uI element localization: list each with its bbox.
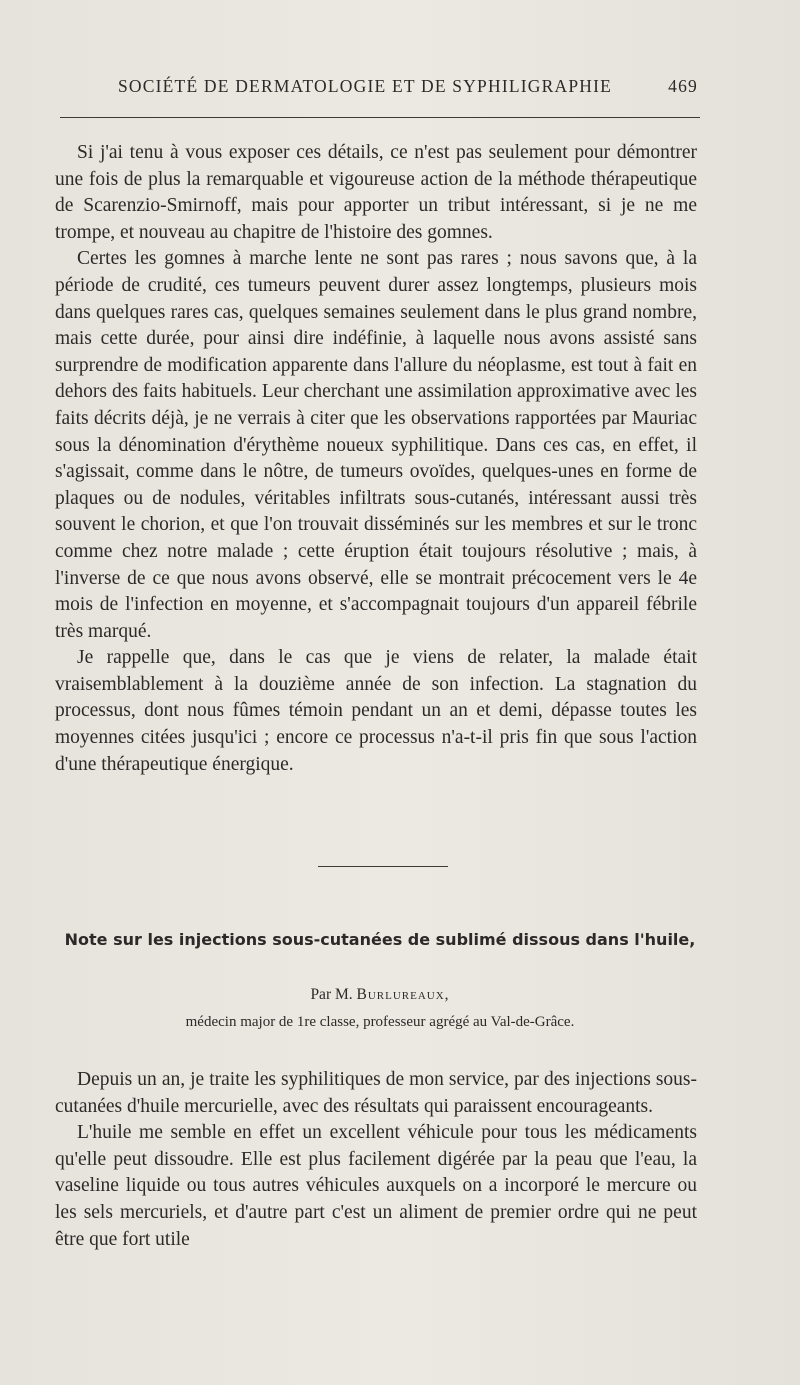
byline-prefix: Par M.: [310, 986, 353, 1003]
previous-article-conclusion: [55, 140, 697, 778]
paragraph: L'huile me semble en effet un excellent véhicule pour tous les médicaments qu'elle peut dissoudre. Elle est plus facilement digérée par la peau que l'eau, la vaseline liquide ou tous autres véhicules auxquels on a incorporé le mercure ou les sels mercuriels, et d'autre part c'est un aliment de premier ordre qui ne peut être que fort utile: [55, 1122, 697, 1250]
running-title: SOCIÉTÉ DE DERMATOLOGIE ET DE SYPHILIGRAPHIE: [118, 76, 613, 96]
header-rule: [60, 117, 700, 118]
article-body: [55, 1067, 697, 1253]
paragraph: Depuis un an, je traite les syphilitiques de mon service, par des injections sous-cutanées d'huile mercurielle, avec des résultats qui paraissent encourageants.: [55, 1069, 697, 1117]
byline: [60, 986, 700, 1004]
article-title: Note sur les injections sous-cutanées de sublimé dissous dans l'huile,: [64, 930, 696, 949]
paragraph: Certes les gomnes à marche lente ne sont pas rares ; nous savons que, à la période de crudité, ces tumeurs peuvent durer assez longtemps, plusieurs mois dans quelques rares cas, quelques semaines seulement dans le plus grand nombre, mais cette durée, pour ainsi dire indéfinie, à laquelle nous avons assisté sans surprendre de modification apparente dans l'allure du néoplasme, est tout à fait en dehors des faits habituels. Leur cherchant une assimilation approximative avec les faits décrits déjà, je ne verrais à citer que les observations rapportées par Mauriac sous la dénomination d'érythème noueux syphilitique. Dans ces cas, en effet, il s'agissait, comme dans le nôtre, de tumeurs ovoïdes, quelques-unes en forme de plaques ou de nodules, véritables infiltrats sous-cutanés, intéressant aussi très souvent le chorion, et que l'on trouvait disséminés sur les membres et sur le tronc comme chez notre malade ; cette éruption était toujours résolutive ; mais, à l'inverse de ce que nous avons observé, elle se montrait précocement vers le 4e mois de l'infection en moyenne, et s'accompagnait toujours d'un appareil fébrile très marqué.: [55, 248, 697, 642]
paragraph: Si j'ai tenu à vous exposer ces détails, ce n'est pas seulement pour démontrer une fois de plus la remarquable et vigoureuse action de la méthode thérapeutique de Scarenzio-Smirnoff, mais pour apporter un tribut intéressant, si je ne me trompe, et nouveau au chapitre de l'histoire des gomnes.: [55, 142, 697, 243]
section-separator: [318, 866, 448, 867]
page-number: 469: [668, 76, 698, 96]
paragraph: Je rappelle que, dans le cas que je viens de relater, la malade était vraisemblablement à la douzième année de son infection. La stagnation du processus, dont nous fûmes témoin pendant un an et demi, dépasse toutes les moyennes citées jusqu'ici ; encore ce processus n'a-t-il pris fin que sous l'action d'une thérapeutique énergique.: [55, 647, 697, 775]
author-affiliation: médecin major de 1re classe, professeur agrégé au Val-de-Grâce.: [185, 1014, 575, 1030]
author-name: Burlureaux,: [356, 986, 450, 1003]
